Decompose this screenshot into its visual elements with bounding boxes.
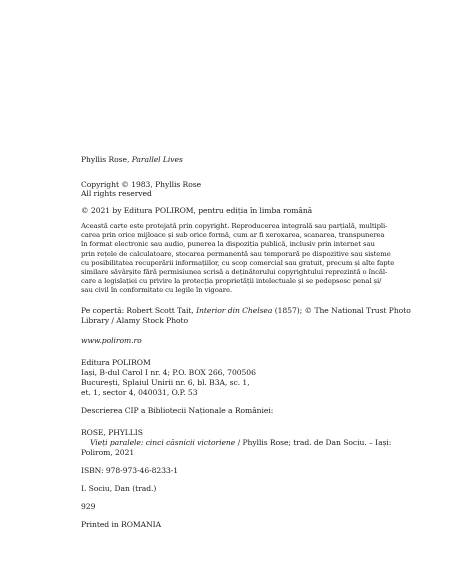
cip-publisher-year: Polirom, 2021 [81, 448, 135, 457]
publisher-address-sector: et. 1, sector 4, 040031, O.P. 53 [81, 388, 198, 397]
isbn: ISBN: 978-973-46-8233-1 [81, 466, 179, 475]
cover-credit-suffix: (1857); © The National Trust Photo [272, 306, 411, 315]
printed-in: Printed in ROMANIA [81, 520, 162, 529]
cip-title: Vieți paralele: cinci căsnicii victoriene [90, 438, 236, 447]
cover-credit-prefix: Pe copertă: Robert Scott Tait, [81, 306, 197, 315]
legal-notice-line: cu posibilitatea recuperării informațiilor, cu scop comercial sau gratuit, precum și alte fapte [81, 258, 395, 267]
copyright-page [81, 0, 411, 584]
legal-notice-line: Această carte este protejată prin copyright. Reproducerea integrală sau parțială, multipli- [81, 222, 388, 230]
cover-work-title: Interior din Chelsea [196, 306, 273, 315]
legal-notice-line: în format electronic sau audio, punerea la dispoziția publică, inclusiv prin internet sau [81, 240, 375, 249]
cip-heading: Descrierea CIP a Bibliotecii Naționale a României: [81, 406, 274, 415]
title-line [81, 155, 183, 165]
cover-credit [81, 306, 411, 316]
cip-author: ROSE, PHYLLIS [81, 428, 143, 437]
website-text: www.polirom.ro [81, 336, 142, 345]
legal-notice-line: carea prin orice mijloace și sub orice formă, cum ar fi xeroxarea, scanarea, transpunerea [81, 231, 385, 240]
legal-notice-line: similare săvârșite fără permisiunea scrisă a deținătorului copyrightului reprezintă o încăl- [81, 268, 388, 277]
legal-notice-line: care a legislației cu privire la protecția proprietății intelectuale și se pedepsesc penal și/ [81, 277, 382, 286]
website [81, 336, 142, 346]
publisher-address-bucuresti: București, Splaiul Unirii nr. 6, bl. B3A, sc. 1, [81, 378, 250, 387]
copyright-line: Copyright © 1983, Phyllis Rose [81, 180, 202, 189]
edition-copyright: © 2021 by Editura POLIROM, pentru ediția în limba română [81, 206, 313, 215]
cover-credit-line2: Library / Alamy Stock Photo [81, 316, 189, 325]
legal-notice-line: sau civil în conformitate cu legile în vigoare. [81, 286, 233, 295]
legal-notice-line: prin rețele de calculatoare, stocarea permanentă sau temporară pe dispozitive sau sisteme [81, 249, 391, 258]
rights-reserved: All rights reserved [81, 189, 152, 198]
cip-title-rest: / Phyllis Rose; trad. de Dan Sociu. – Iași: [235, 438, 392, 447]
legal-notice [81, 222, 395, 296]
cip-title-line [90, 438, 391, 448]
translator: I. Sociu, Dan (trad.) [81, 484, 157, 493]
original-title: Parallel Lives [131, 155, 183, 164]
publisher-name: Editura POLIROM [81, 358, 151, 367]
publisher-address-iasi: Iași, B-dul Carol I nr. 4; P.O. BOX 266, 700506 [81, 368, 256, 377]
original-author: Phyllis Rose, [81, 155, 132, 164]
classification: 929 [81, 502, 96, 511]
